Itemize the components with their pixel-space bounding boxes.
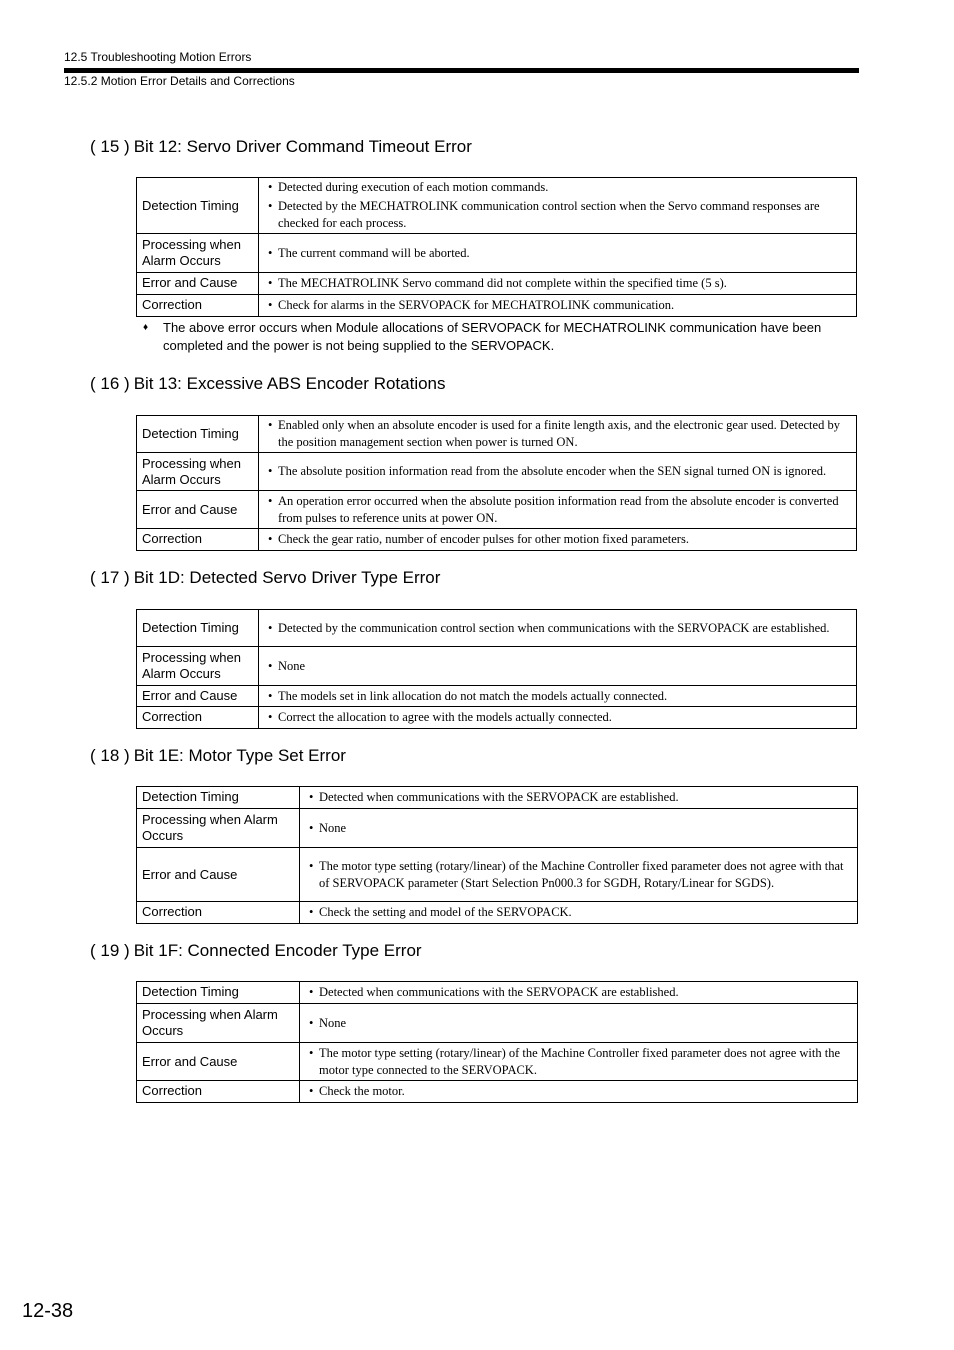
- section-15-title: [90, 137, 472, 157]
- row-label: Correction: [137, 902, 300, 924]
- page-number: 12-38: [22, 1300, 74, 1322]
- footnote: [143, 319, 863, 355]
- row-value: • The current command will be aborted.: [259, 234, 857, 273]
- row-label: Detection Timing: [137, 178, 259, 234]
- row-label: Processing when Alarm Occurs: [137, 1004, 300, 1043]
- section-number: ( 17 ): [90, 568, 130, 587]
- row-label: Correction: [137, 529, 259, 551]
- section-number: ( 19 ): [90, 941, 130, 960]
- row-label: Error and Cause: [137, 848, 300, 902]
- row-value: • Detected during execution of each motion commands. • Detected by the MECHATROLINK communication control section when the Servo command responses are checked for each process.: [259, 178, 857, 234]
- error-table-18: [136, 786, 858, 924]
- row-value: • Check the gear ratio, number of encoder pulses for other motion fixed parameters.: [259, 529, 857, 551]
- row-value: • Detected when communications with the SERVOPACK are established.: [300, 787, 858, 809]
- row-value: • None: [259, 647, 857, 686]
- running-header-section: 12.5 Troubleshooting Motion Errors: [64, 50, 252, 64]
- header-rule: [64, 68, 859, 73]
- row-value: • The motor type setting (rotary/linear) of the Machine Controller fixed parameter does not agree with the motor type connected to the SERVOPACK.: [300, 1043, 858, 1081]
- section-heading: Bit 1D: Detected Servo Driver Type Error: [133, 568, 441, 587]
- row-value: • None: [300, 809, 858, 848]
- section-number: ( 16 ): [90, 374, 130, 393]
- row-label: Correction: [137, 1081, 300, 1103]
- row-value: • The motor type setting (rotary/linear) of the Machine Controller fixed parameter does not agree with that of SERVOPACK parameter (Start Selection Pn000.3 for SGDH, Rotary/Linear for SGDS).: [300, 848, 858, 902]
- row-value: • Enabled only when an absolute encoder is used for a finite length axis, and the electronic gear used. Detected by the position management section when power is turned ON.: [259, 416, 857, 453]
- row-label: Error and Cause: [137, 1043, 300, 1081]
- row-label: Detection Timing: [137, 416, 259, 453]
- section-number: ( 15 ): [90, 137, 130, 156]
- row-value: • Check the motor.: [300, 1081, 858, 1103]
- section-18-title: [90, 746, 346, 766]
- row-label: Correction: [137, 295, 259, 317]
- section-number: ( 18 ): [90, 746, 130, 765]
- row-value: • Detected when communications with the SERVOPACK are established.: [300, 982, 858, 1004]
- row-label: Processing when Alarm Occurs: [137, 453, 259, 491]
- error-table-19: [136, 981, 858, 1103]
- section-heading: Bit 13: Excessive ABS Encoder Rotations: [133, 374, 446, 393]
- running-header-subsection: 12.5.2 Motion Error Details and Corrections: [64, 74, 295, 88]
- row-label: Error and Cause: [137, 491, 259, 529]
- row-label: Correction: [137, 707, 259, 729]
- error-table-17: [136, 609, 857, 729]
- section-heading: Bit 1E: Motor Type Set Error: [133, 746, 346, 765]
- error-table-16: [136, 415, 857, 551]
- row-label: Detection Timing: [137, 610, 259, 647]
- section-19-title: [90, 941, 422, 961]
- row-label: Processing when Alarm Occurs: [137, 234, 259, 273]
- row-value: • The absolute position information read from the absolute encoder when the SEN signal turned ON is ignored.: [259, 453, 857, 491]
- section-17-title: [90, 568, 440, 588]
- row-value: • The MECHATROLINK Servo command did not complete within the specified time (5 s).: [259, 273, 857, 295]
- row-value: • Check the setting and model of the SERVOPACK.: [300, 902, 858, 924]
- row-value: • Correct the allocation to agree with the models actually connected.: [259, 707, 857, 729]
- section-heading: Bit 1F: Connected Encoder Type Error: [133, 941, 422, 960]
- row-value: • Detected by the communication control section when communications with the SERVOPACK are established.: [259, 610, 857, 647]
- row-label: Processing when Alarm Occurs: [137, 647, 259, 686]
- section-heading: Bit 12: Servo Driver Command Timeout Error: [133, 137, 472, 156]
- error-table-15: [136, 177, 857, 317]
- row-label: Error and Cause: [137, 686, 259, 707]
- footnote-text: The above error occurs when Module allocations of SERVOPACK for MECHATROLINK communication have been completed and the power is not being supplied to the SERVOPACK.: [163, 320, 822, 353]
- row-label: Error and Cause: [137, 273, 259, 295]
- row-label: Detection Timing: [137, 787, 300, 809]
- section-16-title: [90, 374, 446, 394]
- row-value: • None: [300, 1004, 858, 1043]
- diamond-bullet-icon: ♦: [143, 322, 149, 333]
- row-label: Detection Timing: [137, 982, 300, 1004]
- row-value: • The models set in link allocation do not match the models actually connected.: [259, 686, 857, 707]
- row-value: • An operation error occurred when the absolute position information read from the absolute encoder is converted from pulses to reference units at power ON.: [259, 491, 857, 529]
- row-value: • Check for alarms in the SERVOPACK for MECHATROLINK communication.: [259, 295, 857, 317]
- row-label: Processing when Alarm Occurs: [137, 809, 300, 848]
